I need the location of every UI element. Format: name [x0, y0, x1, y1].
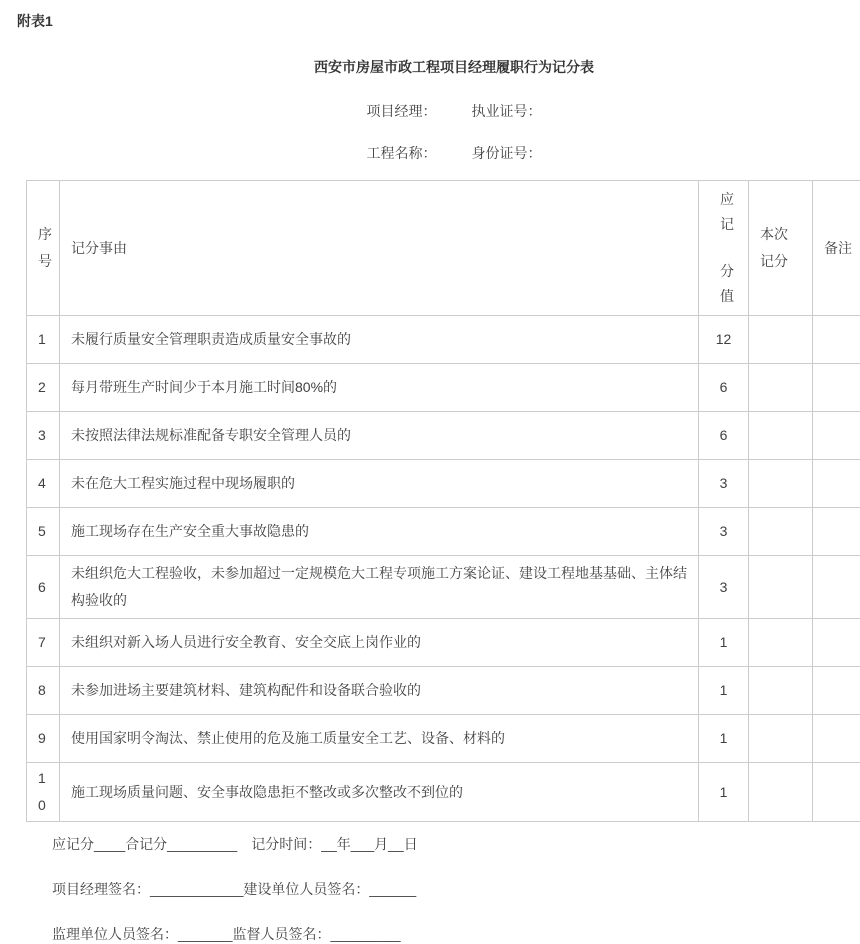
cell-no: 10: [27, 763, 60, 822]
cell-remark: [813, 619, 860, 667]
info-line-project-name: 工程名称： 身份证号：: [26, 143, 860, 163]
cell-score: 12: [699, 316, 749, 364]
column-header-score-line1: 应记: [720, 187, 734, 237]
cell-reason: 未参加进场主要建筑材料、建筑构配件和设备联合验收的: [60, 667, 699, 715]
footer-signature-block: [52, 834, 860, 944]
table-row: [27, 715, 860, 763]
cell-no: 6: [27, 556, 60, 619]
cell-this-score: [749, 556, 813, 619]
column-header-score: [699, 181, 749, 316]
cell-no: 9: [27, 715, 60, 763]
cell-remark: [813, 715, 860, 763]
table-row: [27, 619, 860, 667]
cell-reason: 未在危大工程实施过程中现场履职的: [60, 460, 699, 508]
document-body: [26, 57, 860, 944]
footer-manager-signature-line: 项目经理签名：____________建设单位人员签名：______: [52, 879, 860, 899]
page-title: 西安市房屋市政工程项目经理履职行为记分表: [26, 57, 860, 77]
cell-no: 4: [27, 460, 60, 508]
cell-no: 8: [27, 667, 60, 715]
column-header-no: 序号: [27, 181, 60, 316]
cell-reason: 施工现场质量问题、安全事故隐患拒不整改或多次整改不到位的: [60, 763, 699, 822]
cell-no: 3: [27, 412, 60, 460]
cell-no: 2: [27, 364, 60, 412]
appendix-label: 附表1: [17, 13, 860, 29]
column-header-this-score: 本次记分: [749, 181, 813, 316]
footer-score-and-time-line: 应记分____合记分_________ 记分时间：__年___月__日: [52, 834, 860, 854]
cell-remark: [813, 556, 860, 619]
cell-no: 5: [27, 508, 60, 556]
cell-this-score: [749, 316, 813, 364]
column-header-score-line2: 分值: [720, 259, 734, 309]
cell-reason: 每月带班生产时间少于本月施工时间80%的: [60, 364, 699, 412]
cell-this-score: [749, 364, 813, 412]
cell-reason: 使用国家明令淘汰、禁止使用的危及施工质量安全工艺、设备、材料的: [60, 715, 699, 763]
table-row: [27, 460, 860, 508]
cell-score: 6: [699, 364, 749, 412]
cell-score: 3: [699, 556, 749, 619]
cell-this-score: [749, 763, 813, 822]
cell-reason: 施工现场存在生产安全重大事故隐患的: [60, 508, 699, 556]
cell-reason: 未履行质量安全管理职责造成质量安全事故的: [60, 316, 699, 364]
cell-score: 3: [699, 460, 749, 508]
table-row: [27, 364, 860, 412]
cell-this-score: [749, 619, 813, 667]
score-table: [26, 180, 860, 822]
cell-score: 1: [699, 619, 749, 667]
table-row: [27, 556, 860, 619]
table-row: [27, 667, 860, 715]
cell-this-score: [749, 412, 813, 460]
cell-this-score: [749, 715, 813, 763]
cell-score: 1: [699, 763, 749, 822]
table-row: [27, 763, 860, 822]
cell-this-score: [749, 508, 813, 556]
info-line-project-manager: 项目经理： 执业证号：: [26, 101, 860, 121]
column-header-remark: 备注: [813, 181, 860, 316]
cell-no: 1: [27, 316, 60, 364]
cell-score: 3: [699, 508, 749, 556]
cell-remark: [813, 508, 860, 556]
cell-this-score: [749, 460, 813, 508]
cell-this-score: [749, 667, 813, 715]
table-row: [27, 508, 860, 556]
table-row: [27, 316, 860, 364]
cell-remark: [813, 763, 860, 822]
column-header-reason: 记分事由: [60, 181, 699, 316]
cell-remark: [813, 364, 860, 412]
cell-remark: [813, 316, 860, 364]
table-header-row: [27, 181, 860, 316]
cell-no: 7: [27, 619, 60, 667]
cell-remark: [813, 460, 860, 508]
cell-remark: [813, 412, 860, 460]
cell-reason: 未组织危大工程验收，未参加超过一定规模危大工程专项施工方案论证、建设工程地基基础、主体结构验收的: [60, 556, 699, 619]
cell-remark: [813, 667, 860, 715]
cell-score: 1: [699, 715, 749, 763]
footer-supervisor-signature-line: 监理单位人员签名：_______监督人员签名：_________: [52, 924, 860, 944]
cell-reason: 未组织对新入场人员进行安全教育、安全交底上岗作业的: [60, 619, 699, 667]
cell-reason: 未按照法律法规标准配备专职安全管理人员的: [60, 412, 699, 460]
cell-score: 6: [699, 412, 749, 460]
cell-score: 1: [699, 667, 749, 715]
table-row: [27, 412, 860, 460]
